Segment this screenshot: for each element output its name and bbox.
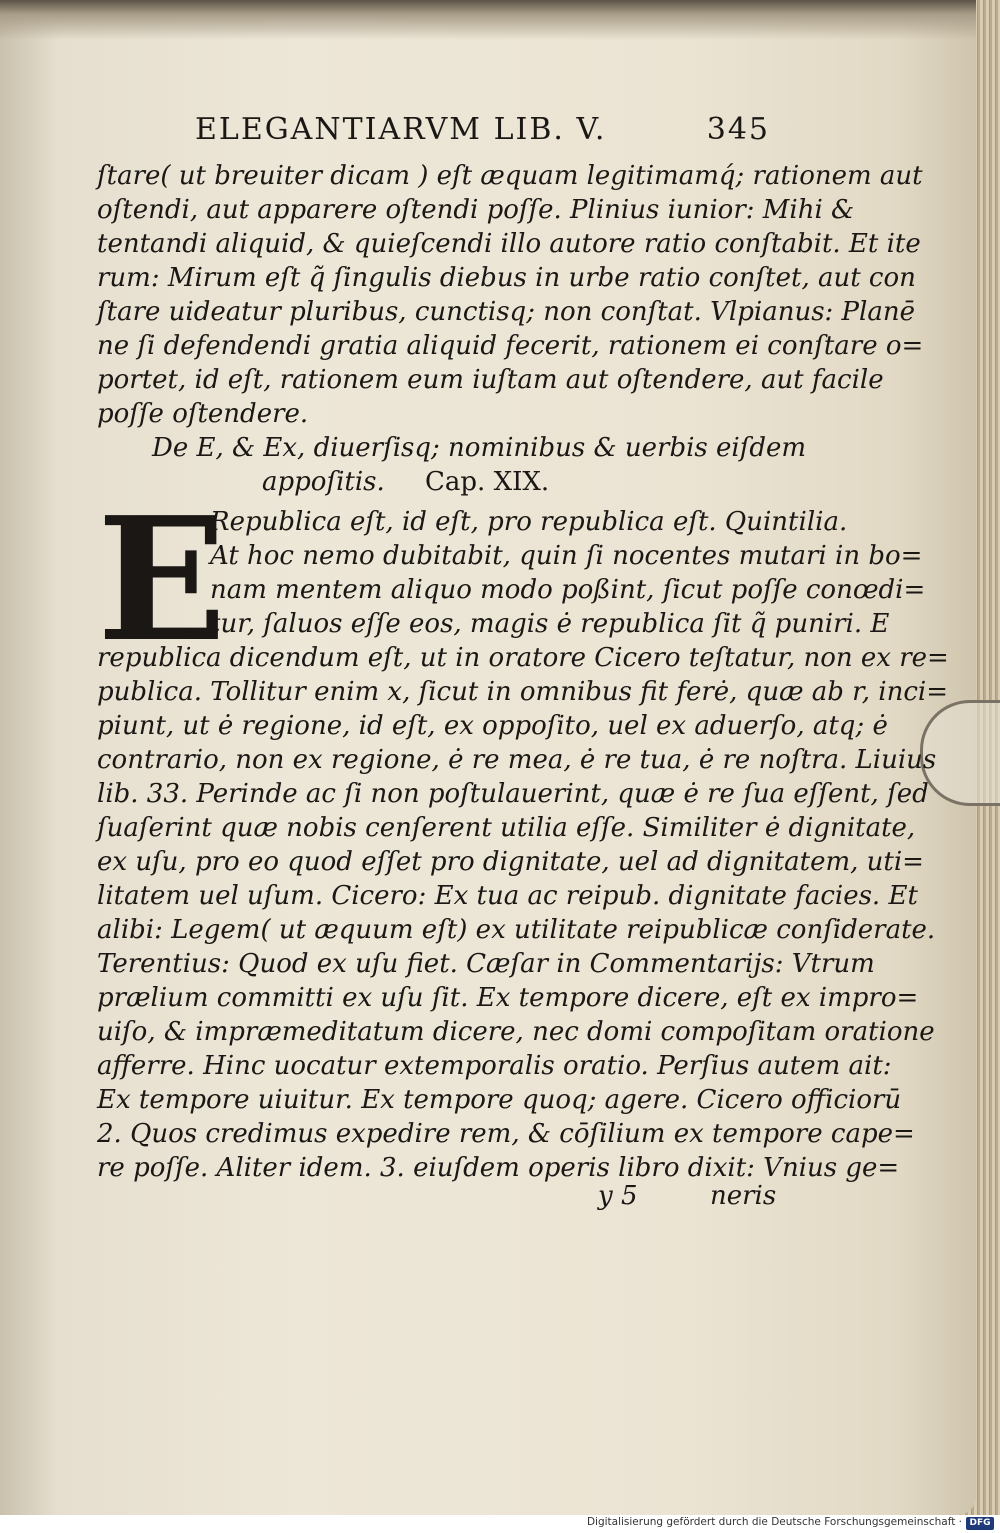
text-line: 2. Quos credimus expedire rem, & cōſilium ex tempore cape=	[97, 1119, 915, 1149]
running-title: ELEGANTIARVM LIB. V.	[195, 112, 607, 147]
text-line: ne ſi defendendi gratia aliquid fecerit, rationem ei conſtare o=	[97, 331, 924, 361]
catchword: neris	[710, 1181, 777, 1211]
chapter-heading-line1: De E, & Ex, diuerſisq; nominibus & uerbis eiſdem	[152, 433, 807, 463]
text-line: portet, id eſt, rationem eum iuſtam aut oſtendere, aut facile	[97, 365, 884, 395]
text-line: tur, ſaluos eſſe eos, magis ė republica ſit q̃ puniri. E	[210, 609, 890, 639]
text-line: At hoc nemo dubitabit, quin ſi nocentes mutari in bo=	[210, 541, 923, 571]
digitization-footer	[0, 1515, 1000, 1533]
text-line: piunt, ut ė regione, id eſt, ex oppoſito, uel ex aduerſo, atq; ė	[97, 711, 888, 741]
digitization-credit: Digitalisierung gefördert durch die Deutsche Forschungsgemeinschaft ·	[586, 1516, 962, 1528]
text-line: rum: Mirum eſt q̃ ſingulis diebus in urbe ratio conſtet, aut con	[97, 263, 916, 293]
text-line: contrario, non ex regione, ė re mea, ė re tua, ė re noſtra. Liuius	[97, 745, 937, 775]
text-line: lib. 33. Perinde ac ſi non poſtulauerint, quæ ė re ſua eſſent, ſed	[97, 779, 929, 809]
text-line: ſtare uideatur pluribus, cunctisq; non conſtat. Vlpianus: Planē	[97, 297, 915, 327]
text-line: Republica eſt, id eſt, pro republica eſt. Quintilia.	[210, 507, 848, 537]
text-line: publica. Tollitur enim x, ſicut in omnibus fit ferė, quæ ab r, inci=	[97, 677, 949, 707]
text-line: oſtendi, aut apparere oſtendi poſſe. Plinius iunior: Mihi &	[97, 195, 855, 225]
text-line: republica dicendum eſt, ut in oratore Cicero teſtatur, non ex re=	[97, 643, 949, 673]
text-line: afferre. Hinc uocatur extemporalis oratio. Perſius autem ait:	[97, 1051, 892, 1081]
page-number: 345	[706, 112, 770, 147]
text-line: alibi: Legem( ut æquum eſt) ex utilitate reipublicæ conſiderate.	[97, 915, 936, 945]
text-line: ſtare( ut breuiter dicam ) eſt æquam legitimamq́; rationem aut	[97, 161, 923, 191]
signature-mark: y 5	[598, 1181, 638, 1211]
text-line: tentandi aliquid, & quieſcendi illo autore ratio conſtabit. Et ite	[97, 229, 921, 259]
text-line: litatem uel uſum. Cicero: Ex tua ac reipub. dignitate facies. Et	[97, 881, 918, 911]
text-line: uiſo, & impræmeditatum dicere, nec domi compoſitam oratione	[97, 1017, 935, 1047]
text-line: poſſe oſtendere.	[97, 399, 309, 429]
text-line: ex uſu, pro eo quod eſſet pro dignitate, uel ad dignitatem, uti=	[97, 847, 924, 877]
text-line: nam mentem aliquo modo poßint, ſicut poſſe conœdi=	[210, 575, 926, 605]
dfg-logo: DFG	[966, 1517, 994, 1530]
chapter-number: Cap. XIX.	[425, 467, 550, 497]
text-line: Ex tempore uiuitur. Ex tempore quoq; agere. Cicero officiorū	[97, 1085, 902, 1115]
drop-cap: E	[97, 480, 227, 680]
chapter-heading-line2: appoſitis.	[262, 467, 385, 497]
text-line: prælium committi ex uſu ſit. Ex tempore dicere, eſt ex impro=	[97, 983, 919, 1013]
text-line: re poſſe. Aliter idem. 3. eiuſdem operis libro dixit: Vnius ge=	[97, 1153, 900, 1183]
text-line: ſuaſerint quæ nobis cenſerent utilia eſſe. Similiter ė dignitate,	[97, 813, 916, 843]
text-line: Terentius: Quod ex uſu fiet. Cæſar in Commentarijs: Vtrum	[97, 949, 875, 979]
